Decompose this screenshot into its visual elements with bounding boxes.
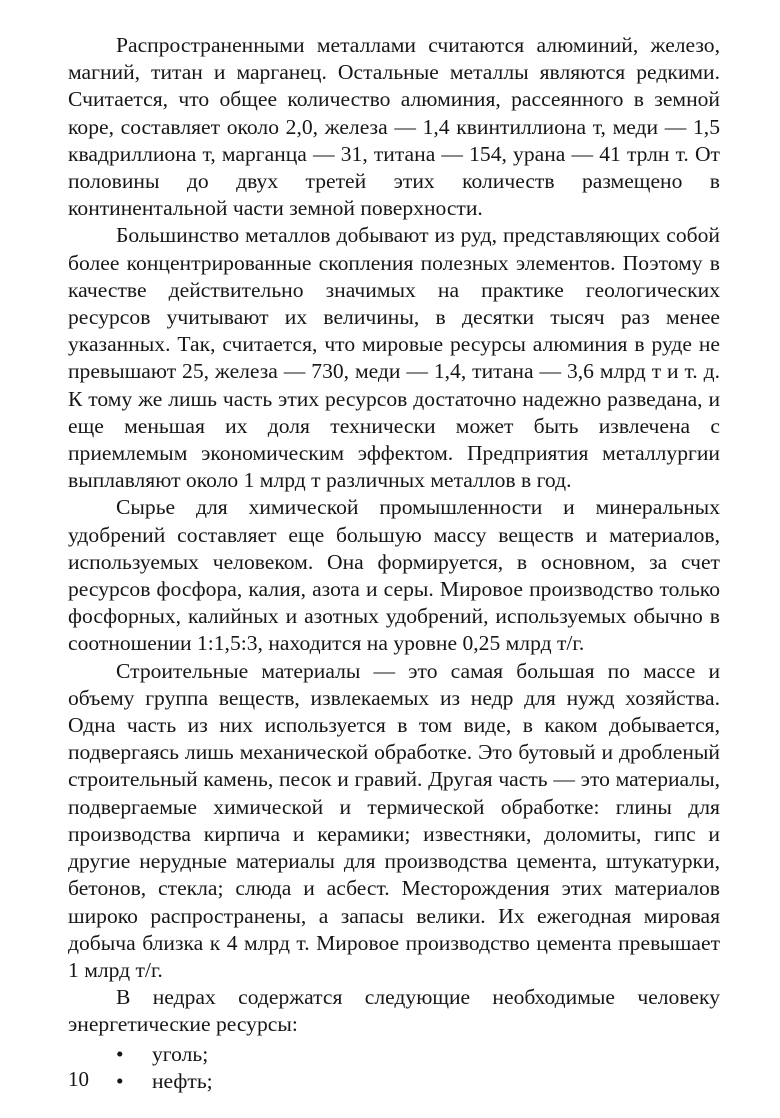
- list-item: [68, 1068, 720, 1095]
- paragraph-common-metals: Распространенными металлами считаются алюминий, железо, магний, титан и марганец. Остальные металлы являются редкими. Считается, что общее количество алюминия, рассеянного в земной коре, составляет около 2,0, железа — 1,4 квинтиллиона т, меди — 1,5 квадриллиона т, марганца — 31, титана — 154, урана — 41 трлн т. От половины до двух третей этих количеств размещено в континентальной части земной поверхности.: [68, 33, 720, 221]
- paragraph-chemical-raw-materials: Сырье для химической промышленности и минеральных удобрений составляет еще большую массу веществ и материалов, используемых человеком. Она формируется, в основном, за счет ресурсов фосфора, калия, азота и серы. Мировое производство только фосфорных, калийных и азотных удобрений, используемых обычно в соотношении 1:1,5:3, находится на уровне 0,25 млрд т/г.: [68, 495, 720, 656]
- bullet-icon: •: [116, 1068, 124, 1093]
- paragraph-energy-resources-intro: В недрах содержатся следующие необходимые человеку энергетические ресурсы:: [68, 985, 720, 1037]
- list-item: [68, 1041, 720, 1068]
- paragraph-building-materials: Строительные материалы — это самая большая по массе и объему группа веществ, извлекаемых из недр для нужд хозяйства. Одна часть из них используется в том виде, в каком добывается, подвергаясь лишь механической обработке. Это бутовый и дробленый строительный камень, песок и гравий. Другая часть — это материалы, подвергаемые химической и термической обработке: глины для производства кирпича и керамики; известняки, доломиты, гипс и другие нерудные материалы для производства цемента, штукатурки, бетонов, стекла; слюда и асбест. Месторождения этих материалов широко распространены, а запасы велики. Их ежегодная мировая добыча близка к 4 млрд т. Мировое производство цемента превышает 1 млрд т/г.: [68, 658, 720, 982]
- paragraph-metal-ores: Большинство металлов добывают из руд, представляющих собой более концентрированные скопления полезных элементов. Поэтому в качестве действительно значимых на практике геологических ресурсов учитывают их величины, в десятки тысяч раз менее указанных. Так, считается, что мировые ресурсы алюминия в руде не превышают 25, железа — 730, меди — 1,4, титана — 3,6 млрд т и т. д. К тому же лишь часть этих ресурсов достаточно надежно разведана, и еще меньшая их доля технически может быть извлечена с приемлемым экономическим эффектом. Предприятия металлургии выплавляют около 1 млрд т различных металлов в год.: [68, 223, 720, 493]
- bullet-icon: •: [116, 1041, 124, 1066]
- list-item-text: нефть;: [152, 1068, 213, 1093]
- energy-resources-list: [68, 1041, 720, 1095]
- page-number: 10: [68, 1067, 89, 1091]
- list-item-text: уголь;: [152, 1041, 209, 1066]
- page-body: [68, 32, 720, 1095]
